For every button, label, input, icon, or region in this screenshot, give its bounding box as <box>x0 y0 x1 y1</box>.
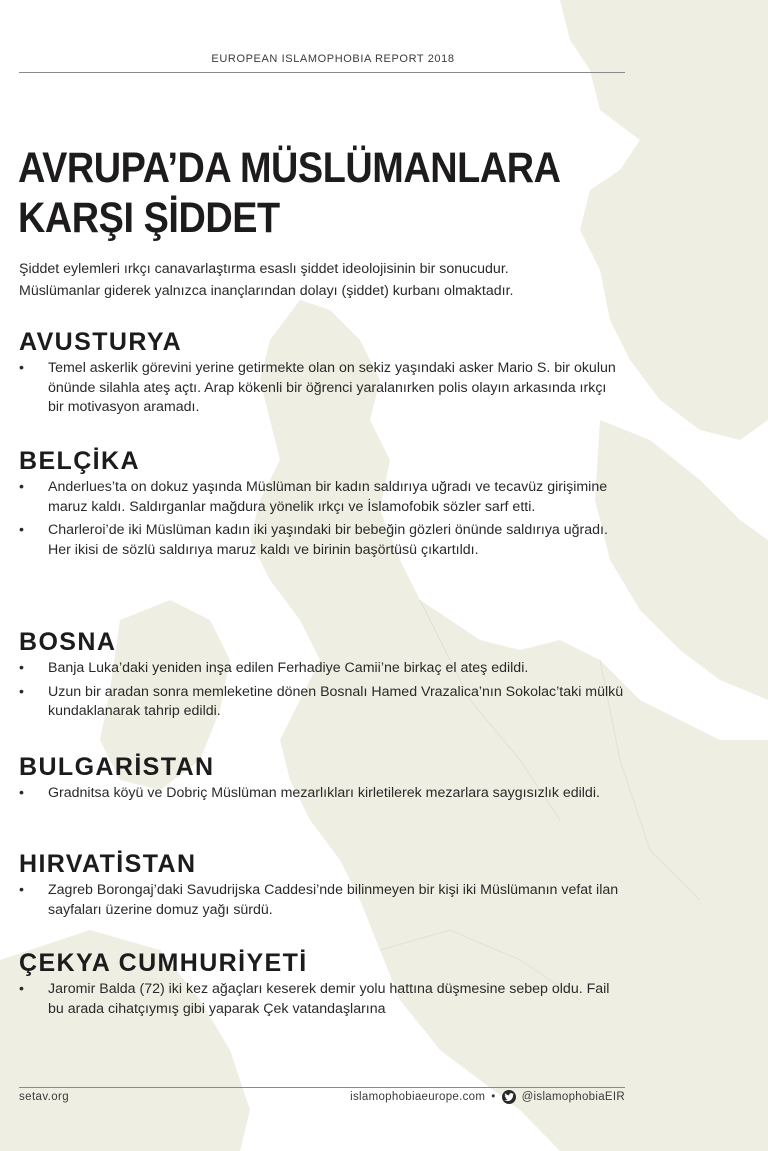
bullet-icon: • <box>19 660 24 676</box>
section-heading: BOSNA <box>19 628 117 656</box>
bullet-icon: • <box>19 981 24 997</box>
report-header: EUROPEAN ISLAMOPHOBIA REPORT 2018 <box>211 53 455 65</box>
page-title-line-1: AVRUPA’DA MÜSLÜMANLARA <box>18 144 561 192</box>
bullet-icon: • <box>19 360 24 376</box>
intro-line-1: Şiddet eylemleri ırkçı canavarlaştırma esaslı şiddet ideolojisinin bir sonucudur. <box>19 261 509 277</box>
bullet-icon: • <box>19 683 24 700</box>
bullet-list <box>19 881 625 920</box>
section-heading: ÇEKYA CUMHURİYETİ <box>19 949 308 977</box>
list-item <box>19 359 625 418</box>
list-item <box>19 478 625 517</box>
page-title-line-2: KARŞI ŞİDDET <box>18 194 280 242</box>
intro-paragraph <box>19 258 639 302</box>
list-item <box>19 659 625 679</box>
list-item-text: Jaromir Balda (72) iki kez ağaçları keserek demir yolu hattına düşmesine sebep oldu. Fail bu arada cihatçıymış gibi yaparak Çek vatandaşlarına <box>48 981 610 1017</box>
twitter-icon <box>502 1090 516 1104</box>
bullet-icon: • <box>19 785 24 801</box>
bullet-list <box>19 478 625 560</box>
section-heading: BULGARİSTAN <box>19 753 215 781</box>
section-heading: BELÇİKA <box>19 447 140 475</box>
bullet-list <box>19 359 625 418</box>
section-bosna <box>19 627 625 726</box>
list-item <box>19 784 625 804</box>
list-item-text: Gradnitsa köyü ve Dobriç Müslüman mezarlıkları kirletilerek mezarlara saygısızlık edildi. <box>48 785 600 801</box>
bullet-list <box>19 980 625 1019</box>
section-heading: HIRVATİSTAN <box>19 850 197 878</box>
list-item <box>19 980 625 1019</box>
footer-site-link[interactable]: setav.org <box>19 1091 70 1103</box>
header-divider <box>19 72 625 73</box>
list-item <box>19 521 625 560</box>
list-item <box>19 683 625 722</box>
bullet-list <box>19 784 625 804</box>
bullet-icon: • <box>19 882 24 898</box>
footer-separator: • <box>491 1091 496 1103</box>
footer-website-link[interactable]: islamophobiaeurope.com <box>350 1091 486 1103</box>
list-item <box>19 881 625 920</box>
section-cekya-cumhuriyeti <box>19 948 625 1023</box>
section-bulgaristan <box>19 752 625 808</box>
section-belcika <box>19 446 625 564</box>
page-title <box>18 143 581 243</box>
section-heading: AVUSTURYA <box>19 328 183 356</box>
bullet-list <box>19 659 625 722</box>
list-item-text: Zagreb Borongaj’daki Savudrijska Caddesi’nde bilinmeyen bir kişi iki Müslümanın vefat ilan sayfaları üzerine domuz yağı sürdü. <box>48 882 619 918</box>
bullet-icon: • <box>19 522 24 538</box>
list-item-text: Temel askerlik görevini yerine getirmekte olan on sekiz yaşındaki asker Mario S. bir okulun önünde silahla ateş açtı. Arap kökenli bir öğrenci yaralanırken polis olayın arkasında ırkçı bir motivasyon aramadı. <box>48 360 616 415</box>
intro-line-2: Müslümanlar giderek yalnızca inançlarından dolayı (şiddet) kurbanı olmaktadır. <box>19 283 514 299</box>
footer-links <box>350 1090 625 1104</box>
section-hirvatistan <box>19 849 625 924</box>
footer-twitter-handle[interactable]: @islamophobiaEIR <box>521 1091 625 1103</box>
list-item-text: Anderlues’ta on dokuz yaşında Müslüman bir kadın saldırıya uğradı ve tecavüz girişimine maruz kaldı. Saldırganlar mağdura yönelik ırkçı ve İslamofobik sözler sarf etti. <box>48 479 608 515</box>
footer-divider <box>19 1087 625 1088</box>
list-item-text: Uzun bir aradan sonra memleketine dönen Bosnalı Hamed Vrazalica’nın Sokolac’taki mülkü kundaklanarak tahrip edildi. <box>48 683 624 719</box>
section-avusturya <box>19 327 625 422</box>
bullet-icon: • <box>19 479 24 495</box>
list-item-text: Charleroi’de iki Müslüman kadın iki yaşındaki bir bebeğin gözleri önünde saldırıya uğradı. Her ikisi de sözlü saldırıya maruz kaldı ve birinin başörtüsü çıkartıldı. <box>48 522 608 558</box>
list-item-text: Banja Luka’daki yeniden inşa edilen Ferhadiye Camii’ne birkaç el ateş edildi. <box>48 660 529 676</box>
